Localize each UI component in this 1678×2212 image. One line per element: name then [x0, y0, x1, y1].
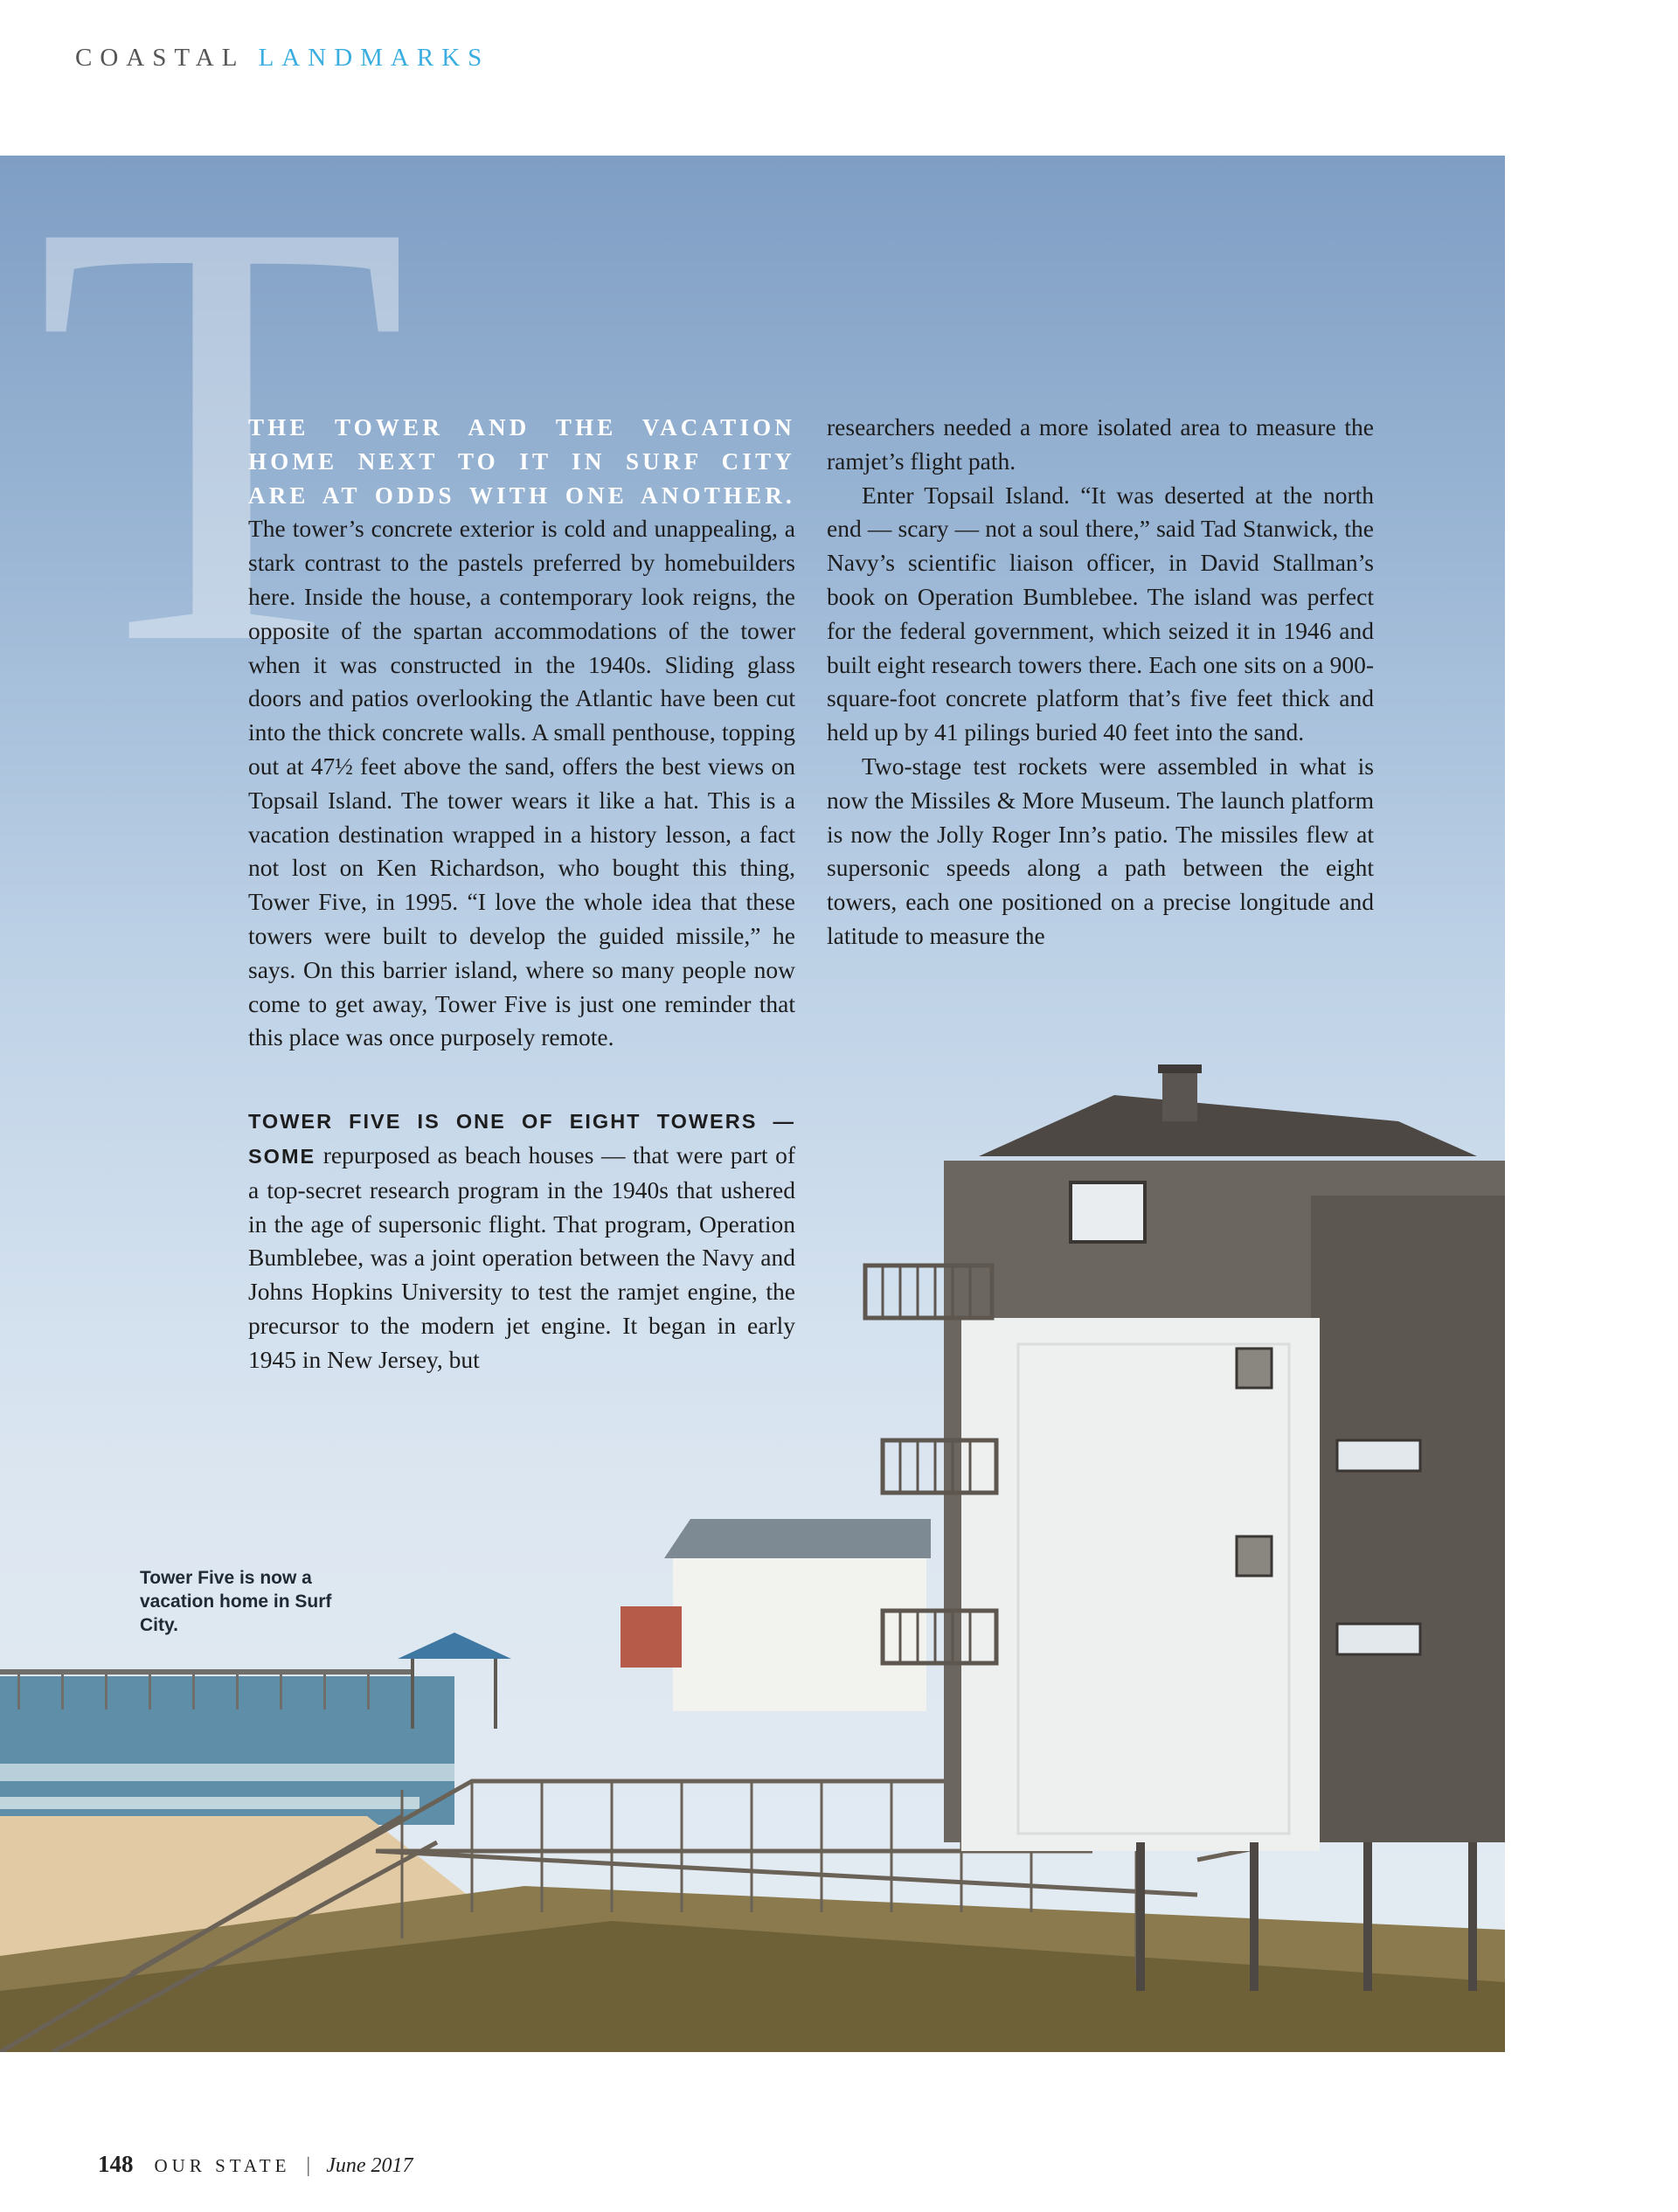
lead-in: THE TOWER AND THE VACATION HOME NEXT TO IT IN SURF CITY ARE AT ODDS WITH ONE ANOTHER.: [248, 414, 795, 509]
section-header: [75, 44, 489, 73]
subhead-lead-in: TOWER FIVE IS ONE OF EIGHT TOWERS — SOME: [248, 1110, 795, 1168]
drop-cap: T: [35, 94, 409, 771]
paragraph-right-2: Enter Topsail Island. “It was deserted at the north end — scary — not a soul there,” said Tad Stanwick, the Navy’s scientific liaison officer, in David Stallman’s book on Operation Bumblebee. The island was perfect for the federal government, which seized it in 1946 and built eight research towers there. Each one sits on a 900-square-foot concrete platform that’s five feet thick and held up by 41 pilings buried 40 feet into the sand.: [827, 481, 1374, 746]
article-column-right: [827, 411, 1374, 953]
paragraph-two-body: repurposed as beach houses — that were part of a top-secret research program in the 1940s that ushered in the age of supersonic flight. That program, Operation Bumblebee, was a joint operation between the Navy and Johns Hopkins University to test the ramjet engine, the precursor to the modern jet engine. It began in early 1945 in New Jersey, but: [248, 1141, 795, 1373]
footer-separator: |: [306, 2154, 311, 2177]
article-column-left: [248, 411, 795, 1377]
page-number: 148: [98, 2151, 134, 2177]
paragraph-two: [248, 1104, 795, 1376]
paragraph-intro: [248, 411, 795, 1055]
page-footer: [98, 2151, 413, 2178]
photo-caption: Tower Five is now a vacation home in Surf City.: [140, 1568, 332, 1635]
paragraph-intro-body: The tower’s concrete exterior is cold and unappealing, a stark contrast to the pastels preferred by homebuilders here. Inside the house, a contemporary look reigns, the opposite of the spartan accommodations of the tower when it was constructed in the 1940s. Sliding glass doors and patios overlooking the Atlantic have been cut into the thick concrete walls. A small penthouse, topping out at 47½ feet above the sand, offers the best views on Topsail Island. The tower wears it like a hat. This is a vacation destination wrapped in a history lesson, a fact not lost on Ken Richardson, who bought this thing, Tower Five, in 1995. “I love the whole idea that these towers were built to develop the guided missile,” he says. On this barrier island, where so many people now come to get away, Tower Five is just one reminder that this place was once purposely remote.: [248, 515, 795, 1051]
paragraph-right-1: researchers needed a more isolated area to measure the ramjet’s flight path.: [827, 413, 1374, 475]
issue-date: June 2017: [326, 2154, 413, 2177]
magazine-name: OUR STATE: [154, 2155, 291, 2176]
paragraph-right-3: Two-stage test rockets were assembled in what is now the Missiles & More Museum. The launch platform is now the Jolly Roger Inn’s patio. The missiles flew at supersonic speeds along a path between the eight towers, each one positioned on a precise longitude and latitude to measure the: [827, 752, 1374, 949]
section-label-accent: LANDMARKS: [258, 44, 490, 72]
section-label: COASTAL: [75, 44, 245, 72]
